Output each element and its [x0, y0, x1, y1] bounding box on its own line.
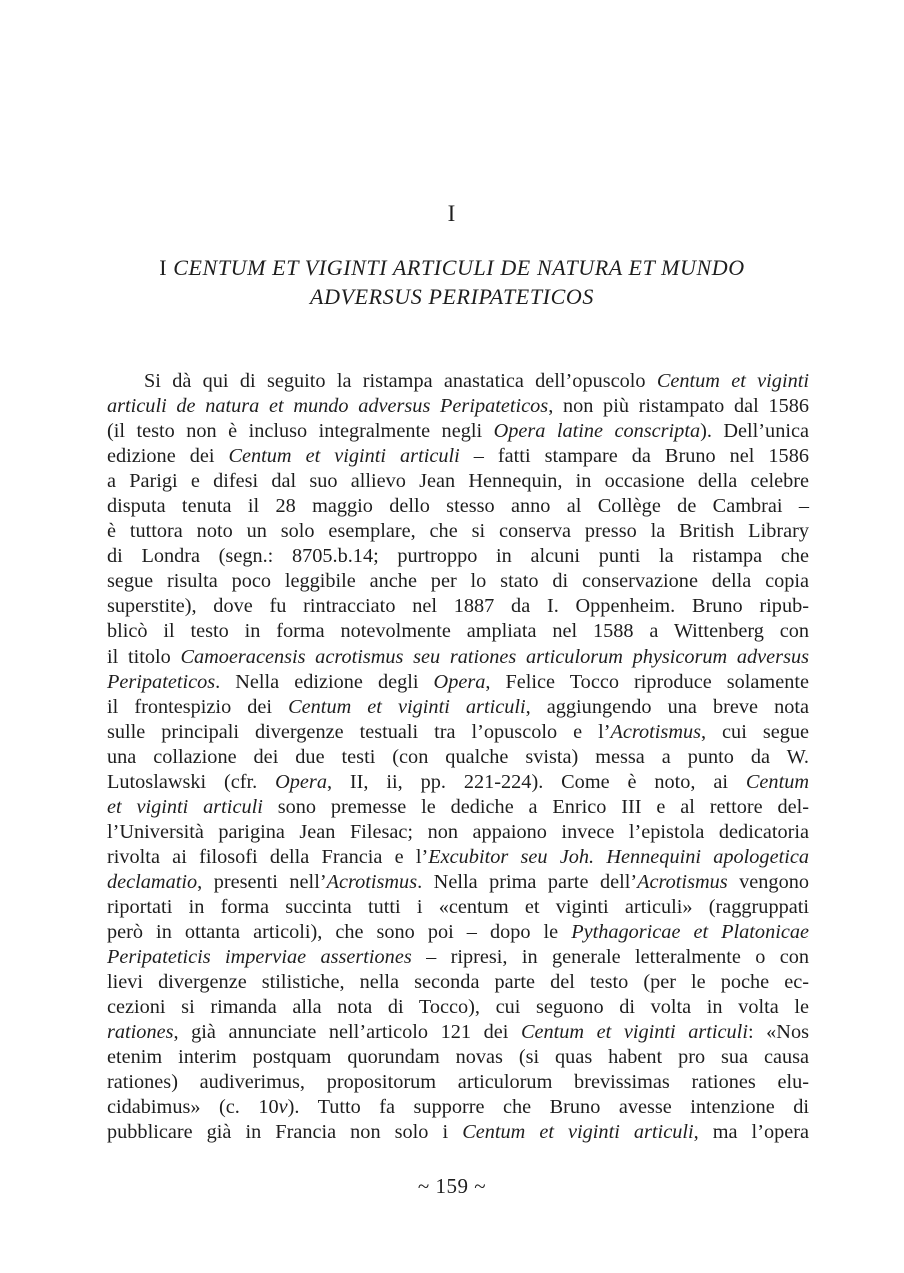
italic-text: Opera	[433, 670, 486, 693]
text-line	[107, 544, 809, 569]
chapter-number: I	[447, 201, 457, 226]
text-run: , ma l’opera	[693, 1121, 809, 1144]
italic-text: rationes	[107, 1021, 174, 1044]
italic-text: Centum	[745, 770, 809, 793]
italic-text: Acrotismus	[610, 720, 701, 743]
text-run: , Felice Tocco riproduce solamente	[485, 670, 809, 693]
text-line	[107, 519, 809, 544]
text-line	[107, 795, 809, 820]
text-line	[107, 845, 809, 870]
text-line	[107, 695, 809, 720]
text-run: – ripresi, in generale letteralmente o con	[411, 946, 809, 969]
text-run: . Nella prima parte dell’	[417, 870, 638, 893]
text-run: edizione dei	[107, 445, 229, 468]
chapter-title-line-2	[60, 282, 844, 311]
italic-text: Centum et viginti articuli	[288, 695, 526, 718]
italic-text: Camoeracensis acrotismus seu rationes articulorum physicorum adversus	[180, 645, 809, 668]
text-run: sono premesse le dediche a Enrico III e al rettore del-	[262, 795, 809, 818]
text-run: Si dà qui di seguito la ristampa anastatica dell’opuscolo	[144, 370, 657, 392]
italic-text: articuli de natura et mundo adversus Peripateticos	[107, 395, 549, 418]
text-run: rationes) audiverimus, propositorum articulorum brevissimas rationes elu-	[107, 1071, 809, 1094]
text-line	[107, 1020, 809, 1045]
italic-text: Centum et viginti articuli	[228, 445, 460, 468]
text-run: blicò il testo in forma notevolmente ampliata nel 1588 a Wittenberg con	[107, 620, 809, 643]
text-line	[107, 645, 809, 670]
text-run: , presenti nell’	[197, 870, 327, 893]
text-line	[107, 444, 809, 469]
italic-text: Centum et viginti	[656, 370, 809, 392]
text-run: segue risulta poco leggibile anche per lo stato di conservazione della copia	[107, 570, 809, 593]
italic-text: Acrotismus	[637, 870, 728, 893]
text-run: a Parigi e difesi dal suo allievo Jean Hennequin, in occasione della celebre	[107, 470, 809, 493]
text-run: ). Tutto fa supporre che Bruno avesse intenzione di	[287, 1096, 809, 1119]
text-run: superstite), dove fu rintracciato nel 1887 da I. Oppenheim. Bruno ripub-	[107, 595, 809, 618]
text-line	[107, 1070, 809, 1095]
text-line	[107, 1095, 809, 1120]
text-run: però in ottanta articoli), che sono poi – dopo le	[107, 921, 572, 944]
text-run: di Londra (segn.: 8705.b.14; purtroppo in alcuni punti la ristampa che	[107, 545, 809, 568]
text-run: pubblicare già in Francia non solo i	[107, 1121, 463, 1144]
text-line	[107, 369, 809, 394]
text-run: , cui segue	[701, 720, 809, 743]
text-run: , II, ii, pp. 221-224). Come è noto, ai	[326, 770, 746, 793]
text-run: ). Dell’unica	[700, 420, 809, 443]
text-run: cezioni si rimanda alla nota di Tocco), cui seguono di volta in volta le	[107, 996, 809, 1019]
text-line	[107, 920, 809, 945]
text-line	[107, 745, 809, 770]
text-run: sulle principali divergenze testuali tra l’opuscolo e l’	[107, 720, 611, 743]
text-line	[107, 870, 809, 895]
italic-text: v	[278, 1096, 288, 1119]
text-line	[107, 494, 809, 519]
italic-text: Acrotismus	[326, 870, 418, 893]
text-run: Lutoslawski (cfr.	[107, 770, 276, 793]
italic-text: declamatio	[107, 870, 198, 893]
text-run: l’Università parigina Jean Filesac; non appaiono invece l’epistola dedicatoria	[107, 820, 809, 843]
italic-text: Pythagoricae et Platonicae	[571, 921, 809, 944]
text-line	[107, 594, 809, 619]
text-run: – fatti stampare da Bruno nel 1586	[459, 445, 809, 468]
text-line	[107, 945, 809, 970]
text-run: (il testo non è incluso integralmente negli	[107, 420, 494, 443]
text-line	[107, 995, 809, 1020]
text-run: rivolta ai filosofi della Francia e l’	[107, 845, 429, 868]
italic-text: Peripateticos	[107, 670, 216, 693]
text-line	[107, 619, 809, 644]
text-line	[107, 670, 809, 695]
italic-text: Opera	[275, 770, 327, 793]
text-line	[107, 394, 809, 419]
text-line	[107, 1120, 809, 1145]
text-line	[107, 720, 809, 745]
text-line	[107, 419, 809, 444]
text-run: il frontespizio dei	[107, 695, 289, 718]
text-run: lievi divergenze stilistiche, nella seconda parte del testo (per le poche ec-	[107, 971, 809, 994]
text-line	[107, 569, 809, 594]
chapter-title-italic-1: CENTUM ET VIGINTI ARTICULI DE NATURA ET MUNDO	[173, 255, 745, 280]
italic-text: Peripateticis imperviae assertiones	[107, 946, 412, 969]
text-line	[107, 770, 809, 795]
text-run: è tuttora noto un solo esemplare, che si conserva presso la British Library	[107, 520, 809, 543]
italic-text: Centum et viginti articuli	[520, 1021, 748, 1044]
text-run: : «Nos	[747, 1021, 809, 1044]
text-line	[107, 895, 809, 920]
text-run: il titolo	[107, 645, 181, 668]
text-run: etenim interim postquam quorundam novas (si quas habent pro sua causa	[107, 1046, 809, 1069]
text-run: una collazione dei due testi (con qualche svista) messa a punto da W.	[107, 745, 809, 768]
text-run: vengono	[727, 870, 809, 893]
text-line	[107, 970, 809, 995]
body-paragraph	[107, 369, 809, 1145]
chapter-title-prefix: I	[159, 255, 174, 280]
italic-text: Excubitor seu Joh. Hennequini apologetica	[428, 845, 809, 868]
text-run: , aggiungendo una breve nota	[525, 695, 809, 718]
text-run: riportati in forma succinta tutti i «centum et viginti articuli» (raggruppati	[107, 895, 809, 918]
page-number: ~ 159 ~	[417, 1174, 487, 1198]
chapter-title-line-1	[60, 253, 844, 282]
chapter-title-italic-2: ADVERSUS PERIPATETICOS	[310, 284, 594, 309]
text-run: . Nella edizione degli	[215, 670, 434, 693]
text-line	[107, 469, 809, 494]
text-run: , già annunciate nell’articolo 121 dei	[173, 1021, 521, 1044]
text-run: cidabimus» (c. 10	[107, 1096, 279, 1119]
italic-text: et viginti articuli	[107, 795, 263, 818]
chapter-title	[60, 253, 844, 311]
text-run: disputa tenuta il 28 maggio dello stesso anno al Collège de Cambrai –	[107, 495, 809, 518]
text-line	[107, 820, 809, 845]
text-line	[107, 1045, 809, 1070]
text-run: , non più ristampato dal 1586	[548, 395, 809, 418]
italic-text: Opera latine conscripta	[493, 420, 701, 443]
italic-text: Centum et viginti articuli	[462, 1121, 694, 1144]
